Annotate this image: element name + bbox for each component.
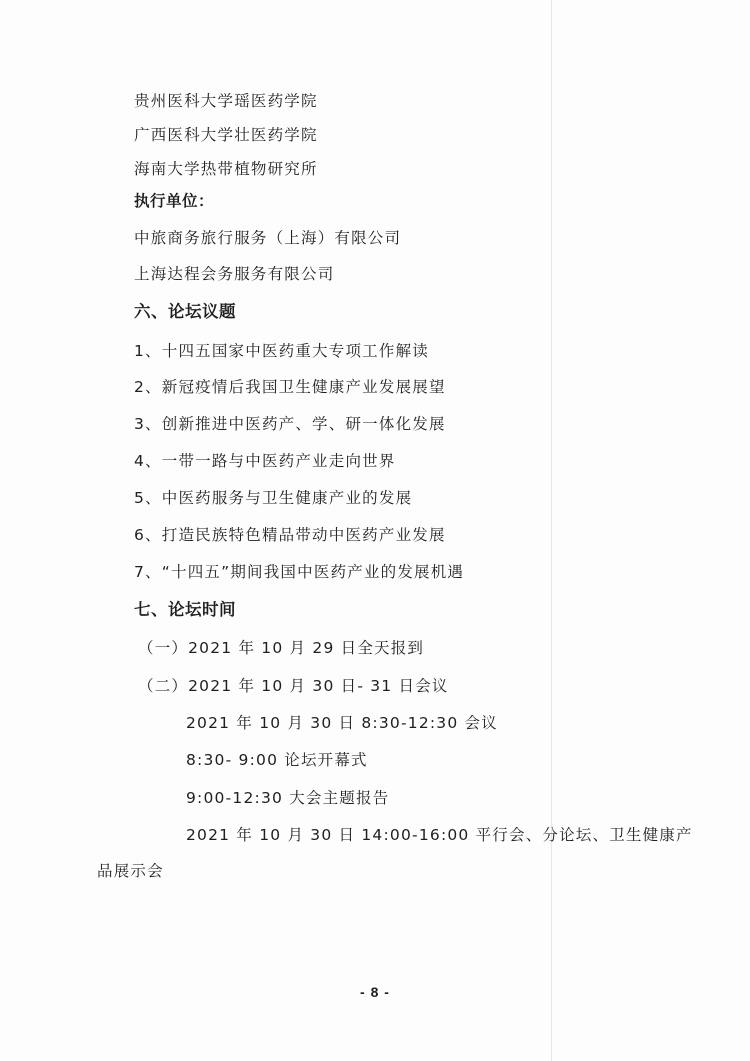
topic-item: 3、创新推进中医药产、学、研一体化发展 [134,415,446,433]
topic-item: 2、新冠疫情后我国卫生健康产业发展展望 [134,378,446,396]
time-subitem: 2021 年 10 月 30 日 14:00-16:00 平行会、分论坛、卫生健康产 [186,826,693,844]
topic-item: 4、一带一路与中医药产业走向世界 [134,452,396,470]
executor-item: 中旅商务旅行服务（上海）有限公司 [134,229,402,247]
time-heading: 七、论坛时间 [134,600,236,619]
time-item: （二）2021 年 10 月 30 日- 31 日会议 [138,677,449,695]
time-subitem: 8:30- 9:00 论坛开幕式 [186,751,368,769]
time-item: （一）2021 年 10 月 29 日全天报到 [138,639,425,657]
scan-edge-line [551,0,552,1061]
time-subitem-continuation: 品展示会 [97,862,164,880]
topic-item: 6、打造民族特色精品带动中医药产业发展 [134,526,446,544]
topic-item: 5、中医药服务与卫生健康产业的发展 [134,489,413,507]
executor-heading: 执行单位： [134,192,215,210]
time-subitem: 2021 年 10 月 30 日 8:30-12:30 会议 [186,714,498,732]
topic-item: 1、十四五国家中医药重大专项工作解读 [134,342,429,360]
organizer-line: 广西医科大学壮医药学院 [134,126,318,144]
time-subitem: 9:00-12:30 大会主题报告 [186,789,390,807]
topic-item: 7、“十四五”期间我国中医药产业的发展机遇 [134,563,465,581]
executor-item: 上海达程会务服务有限公司 [134,265,335,283]
organizer-line: 海南大学热带植物研究所 [134,160,318,178]
page-number: - 8 - [360,984,390,1000]
organizer-line: 贵州医科大学瑶医药学院 [134,92,318,110]
topics-heading: 六、论坛议题 [134,302,236,321]
